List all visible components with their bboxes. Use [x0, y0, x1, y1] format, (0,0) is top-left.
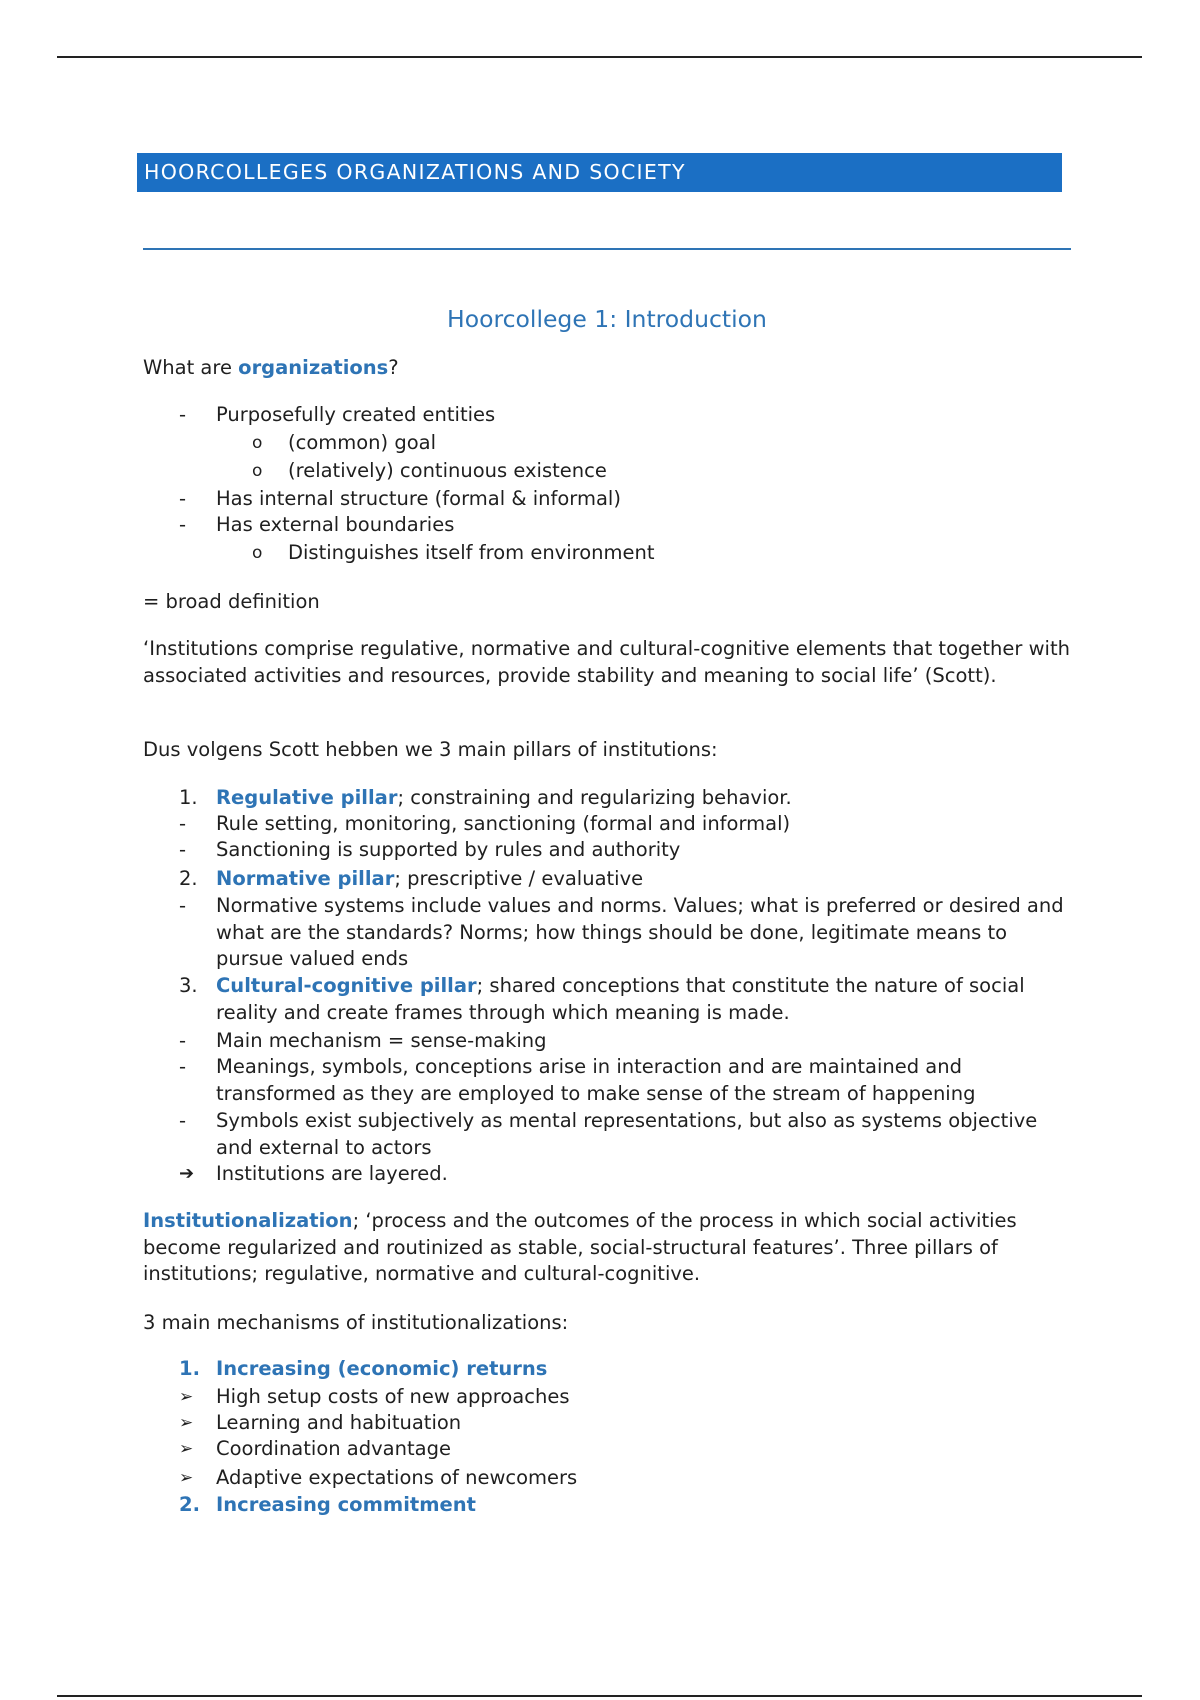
list-item-text: Coordination advantage: [216, 1437, 451, 1460]
circle-bullet: o: [252, 461, 263, 481]
pillar-description: ; shared conceptions that constitute the nature of social reality and create frames through which meaning is made.: [216, 974, 1025, 1024]
circle-bullet: o: [252, 433, 263, 453]
list-item-text: Main mechanism = sense-making: [216, 1029, 547, 1052]
list-item-text: Sanctioning is supported by rules and authority: [216, 838, 681, 861]
list-item-text: Meanings, symbols, conceptions arise in interaction and are maintained and transformed as they are employed to make sense of the stream of happening: [216, 1055, 976, 1105]
dash-bullet: -: [179, 894, 187, 917]
broad-definition: = broad definition: [143, 590, 320, 613]
number-marker: 2.: [179, 1493, 200, 1516]
list-item-text: Normative systems include values and norms. Values; what is preferred or desired and what are the standards? Norms; how things should be done, legitimate means to pursue valued ends: [216, 894, 1064, 970]
list-item-text: High setup costs of new approaches: [216, 1385, 570, 1408]
pillar-text: [216, 785, 1071, 812]
section-heading: Hoorcollege 1: Introduction: [447, 305, 767, 333]
term-organizations: organizations: [238, 356, 389, 379]
question-line: [143, 355, 399, 382]
list-item-text: Has internal structure (formal & informal): [216, 487, 621, 510]
institutionalization-definition: [143, 1208, 1071, 1288]
list-subitem-text: (common) goal: [288, 431, 437, 454]
dash-bullet: -: [179, 1109, 187, 1132]
scott-quote: ‘Institutions comprise regulative, normative and cultural-cognitive elements that together with associated activities and resources, provide stability and meaning to social life’ (Scott).: [143, 637, 1070, 687]
dash-bullet: -: [179, 513, 187, 536]
number-marker: 2.: [179, 867, 198, 890]
dash-bullet: -: [179, 838, 187, 861]
pillar-description: ; prescriptive / evaluative: [394, 867, 644, 890]
question-suffix: ?: [388, 356, 399, 379]
dash-bullet: -: [179, 1029, 187, 1052]
question-prefix: What are: [143, 356, 239, 379]
list-item-text: Adaptive expectations of newcomers: [216, 1466, 578, 1489]
mechanism-title: Increasing (economic) returns: [216, 1357, 548, 1380]
list-subitem-text: (relatively) continuous existence: [288, 459, 607, 482]
pillar-description: ; constraining and regularizing behavior.: [397, 786, 792, 809]
number-marker: 1.: [179, 786, 198, 809]
mechanism-title: Increasing commitment: [216, 1493, 476, 1516]
arrowhead-bullet-icon: ➢: [179, 1413, 194, 1433]
circle-bullet: o: [252, 543, 263, 563]
arrow-icon: ➔: [179, 1163, 195, 1184]
arrowhead-bullet-icon: ➢: [179, 1468, 194, 1488]
footer-rule: [57, 1695, 1142, 1697]
institutionalization-text: ; ‘process and the outcomes of the process in which social activities become regularized and routinized as stable, social-structural features’. Three pillars of institutions; regulative, normative and cultural-cognitive.: [143, 1209, 1017, 1285]
list-item-text: Symbols exist subjectively as mental representations, but also as systems objective and external to actors: [216, 1109, 1038, 1159]
number-marker: 3.: [179, 974, 198, 997]
list-subitem-text: Distinguishes itself from environment: [288, 541, 655, 564]
dash-bullet: -: [179, 812, 187, 835]
pillar-text: [216, 973, 1071, 1026]
header-rule: [57, 56, 1142, 58]
dash-bullet: -: [179, 403, 187, 426]
mechanisms-intro: 3 main mechanisms of institutionalizations:: [143, 1311, 569, 1334]
term-regulative-pillar: Regulative pillar: [216, 786, 398, 809]
section-divider: [143, 248, 1071, 250]
list-item-text: Has external boundaries: [216, 513, 455, 536]
document-title-banner: HOORCOLLEGES ORGANIZATIONS AND SOCIETY: [137, 153, 1062, 192]
list-item-text: Purposefully created entities: [216, 403, 496, 426]
term-normative-pillar: Normative pillar: [216, 867, 395, 890]
term-institutionalization: Institutionalization: [143, 1209, 353, 1232]
dash-bullet: -: [179, 1055, 187, 1078]
arrowhead-bullet-icon: ➢: [179, 1439, 194, 1459]
arrowhead-bullet-icon: ➢: [179, 1387, 194, 1407]
dash-bullet: -: [179, 487, 187, 510]
term-cultural-cognitive-pillar: Cultural-cognitive pillar: [216, 974, 477, 997]
list-item-text: Learning and habituation: [216, 1411, 462, 1434]
pillar-text: [216, 866, 1071, 893]
pillars-intro: Dus volgens Scott hebben we 3 main pillars of institutions:: [143, 738, 718, 761]
list-item-text: Rule setting, monitoring, sanctioning (formal and informal): [216, 812, 791, 835]
list-item-text: Institutions are layered.: [216, 1162, 448, 1185]
number-marker: 1.: [179, 1357, 200, 1380]
